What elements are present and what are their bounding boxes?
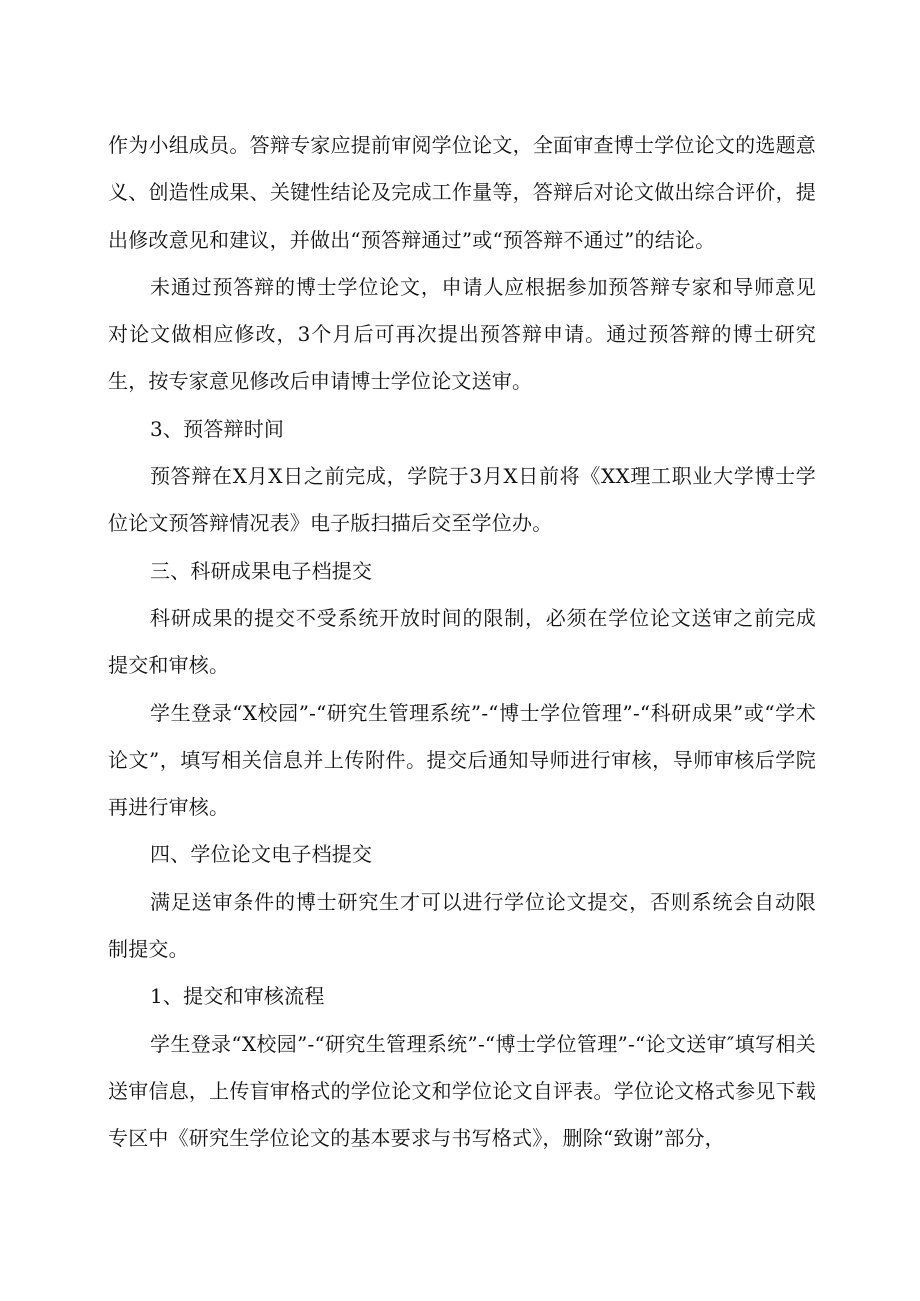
paragraph-research-login: 学生登录“X校园”-“研究生管理系统”-“博士学位管理”-“科研成果”或“学术论文”，填写相关信息并上传附件。提交后通知导师进行审核，导师审核后学院再进行审核。 xyxy=(108,700,816,820)
paragraph-continuation: 作为小组成员。答辩专家应提前审阅学位论文，全面审查博士学位论文的选题意义、创造性成果、关键性结论及完成工作量等，答辩后对论文做出综合评价，提出修改意见和建议，并做出“预答辩通过”或“预答辩不通过”的结论。 xyxy=(108,133,816,252)
document-body xyxy=(108,122,816,1163)
paragraph-thesis-eligibility: 满足送审条件的博士研究生才可以进行学位论文提交，否则系统会自动限制提交。 xyxy=(108,889,816,962)
heading-thesis-submission: 四、学位论文电子档提交 xyxy=(150,842,373,867)
paragraph-predefense-deadline: 预答辩在X月X日之前完成，学院于3月X日前将《XX理工职业大学博士学位论文预答辩情况表》电子版扫描后交至学位办。 xyxy=(108,464,816,536)
paragraph-research-timing: 科研成果的提交不受系统开放时间的限制，必须在学位论文送审之前完成提交和审核。 xyxy=(108,605,816,678)
paragraph-thesis-login: 学生登录“X校园”-“研究生管理系统”-“博士学位管理”-“论文送审″填写相关送审信息，上传盲审格式的学位论文和学位论文自评表。学位论文格式参见下载专区中《研究生学位论文的基本要求与书写格式》，删除“致谢”部分， xyxy=(108,1031,816,1151)
heading-research-submission: 三、科研成果电子档提交 xyxy=(150,558,373,583)
heading-predefense-time: 3、预答辩时间 xyxy=(150,416,285,441)
paragraph-failed-predefense: 未通过预答辩的博士学位论文，申请人应根据参加预答辩专家和导师意见对论文做相应修改，3个月后可再次提出预答辩申请。通过预答辩的博士研究生，按专家意见修改后申请博士学位论文送审。 xyxy=(108,274,816,394)
heading-submit-review-process: 1、提交和审核流程 xyxy=(150,984,325,1009)
